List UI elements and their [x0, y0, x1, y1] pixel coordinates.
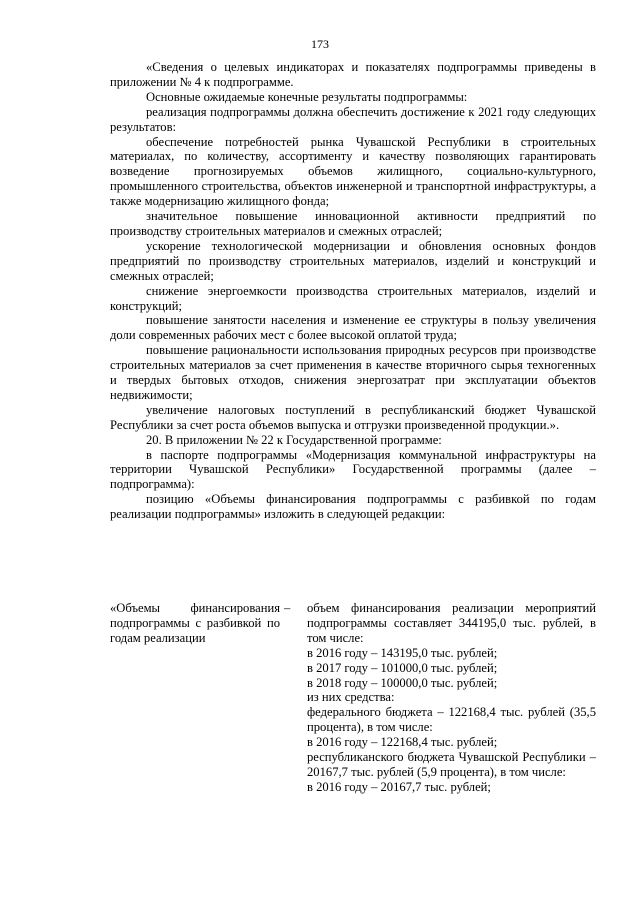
- financing-republican-2016: в 2016 году – 20167,7 тыс. рублей;: [307, 779, 491, 794]
- paragraph-result-innovation: значительное повышение инновационной активности предприятий по производству строительных материалов и смежных отраслей;: [110, 209, 596, 238]
- financing-republican-budget: республиканского бюджета Чувашской Республики – 20167,7 тыс. рублей (5,9 процента), в том числе:: [307, 750, 596, 779]
- paragraph-result-modernization: ускорение технологической модернизации и обновления основных фондов предприятий по производству строительных материалов, изделий и конструкций и смежных отраслей;: [110, 238, 596, 283]
- financing-sources-heading: из них средства:: [307, 690, 395, 705]
- paragraph-indicators-reference: «Сведения о целевых индикаторах и показателях подпрограммы приведены в приложении № 4 к подпрограмме.: [110, 60, 596, 89]
- paragraph-item-20: 20. В приложении № 22 к Государственной программе:: [146, 432, 442, 447]
- paragraph-expected-results-heading: Основные ожидаемые конечные результаты подпрограммы:: [146, 89, 468, 104]
- page-number: 173: [311, 37, 329, 51]
- financing-values-cell: [307, 601, 596, 795]
- financing-total: объем финансирования реализации мероприятий подпрограммы составляет 344195,0 тыс. рублей, в том числе:: [307, 601, 596, 645]
- financing-dash: –: [284, 601, 291, 615]
- financing-label-cell: [110, 601, 296, 646]
- financing-year-2018: в 2018 году – 100000,0 тыс. рублей;: [307, 675, 498, 690]
- paragraph-result-market-needs: обеспечение потребностей рынка Чувашской Республики в строительных материалах, по количеству, ассортименту и качеству позволяющих гарантировать возведение прогнозируемых объемов жилищного, социально-культурного, промышленного строительства, объектов инженерной и транспортной инфраструктуры, а также модернизацию жилищного фонда;: [110, 134, 596, 209]
- financing-label: «Объемы финансирования подпрограммы с разбивкой по годам реализации: [110, 601, 280, 645]
- financing-federal-2016: в 2016 году – 122168,4 тыс. рублей;: [307, 735, 498, 750]
- paragraph-passport: в паспорте подпрограммы «Модернизация коммунальной инфраструктуры на территории Чувашской Республики» Государственной программы (далее – подпрограмма):: [110, 447, 596, 492]
- financing-year-2017: в 2017 году – 101000,0 тыс. рублей;: [307, 660, 498, 675]
- paragraph-position-edit: позицию «Объемы финансирования подпрограммы с разбивкой по годам реализации подпрограммы» изложить в следующей редакции:: [110, 492, 596, 522]
- financing-federal-budget: федерального бюджета – 122168,4 тыс. рублей (35,5 процента), в том числе:: [307, 705, 596, 735]
- paragraph-result-energy: снижение энергоемкости производства строительных материалов, изделий и конструкций;: [110, 283, 596, 313]
- financing-year-2016: в 2016 году – 143195,0 тыс. рублей;: [307, 645, 498, 660]
- paragraph-results-intro: реализация подпрограммы должна обеспечить достижение к 2021 году следующих результатов:: [110, 104, 596, 134]
- paragraph-result-resources: повышение рациональности использования природных ресурсов при производстве строительных материалов за счет применения в качестве вторичного сырья техногенных и твердых бытовых отходов, снижения энергозатрат при эксплуатации объектов недвижимости;: [110, 343, 596, 402]
- paragraph-result-taxes: увеличение налоговых поступлений в республиканский бюджет Чувашской Республики за счет роста объемов выпуска и отгрузки произведенной продукции.».: [110, 402, 596, 432]
- paragraph-result-employment: повышение занятости населения и изменение ее структуры в пользу увеличения доли современных рабочих мест с более высокой оплатой труда;: [110, 313, 596, 343]
- document-body: [110, 60, 596, 522]
